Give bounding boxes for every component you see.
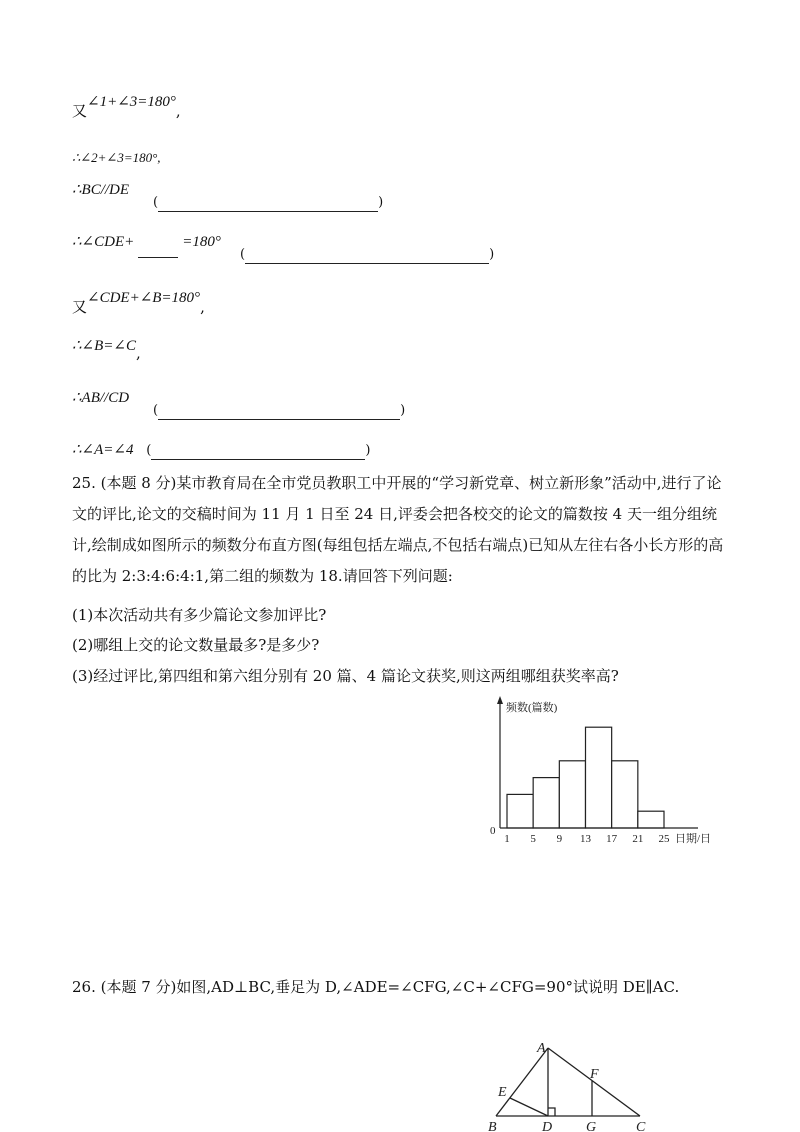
- angle-equal-statement: ∴∠B=∠C: [72, 338, 136, 354]
- question-26-text: 26. (本题 7 分)如图,AD⊥BC,垂足为 D,∠ADE=∠CFG,∠C+∠CFG=90°试说明 DE∥AC.: [72, 978, 680, 996]
- you-label: 又: [72, 102, 88, 120]
- angle-sum-expression: ∴∠CDE+: [72, 234, 135, 250]
- proof-line-4: ∴∠CDE+ =180°: [72, 232, 221, 258]
- proof-line-3: [72, 180, 129, 199]
- right-angle-mark: [548, 1108, 555, 1116]
- x-axis-label: 日期/日: [675, 833, 712, 845]
- origin-label: 0: [490, 825, 496, 837]
- label-C: C: [636, 1120, 646, 1132]
- reason-blank-8[interactable]: ( ): [146, 443, 371, 458]
- comma: ,: [200, 298, 205, 316]
- reason-blank-7[interactable]: ( ): [153, 403, 406, 418]
- answer-blank[interactable]: [158, 197, 378, 212]
- x-tick-label: 25: [658, 833, 670, 845]
- question-25-sub-3: (3)经过评比,第四组和第六组分别有 20 篇、4 篇论文获奖,则这两组哪组获奖率高?: [72, 667, 619, 685]
- reason-blank-3[interactable]: ( ): [153, 195, 384, 210]
- question-25-text: 25. (本题 8 分)某市教育局在全市党员教职工中开展的“学习新党章、树立新形象”活动中,进行了论文的评比,论文的交稿时间为 11 月 1 日至 24 日,评委会把各校交的论文的篇数按 4 天一组分组统计,绘制成如图所示的频数分布直方图(每组包括左端点,不包括右端点)已知从左往右各小长方形的高的比为 2:3:4:6:4:1,第二组的频数为 18.请回答下列问题:: [72, 474, 724, 585]
- y-axis-arrow-icon: [497, 696, 503, 704]
- frequency-histogram: [470, 694, 730, 856]
- x-tick-label: 5: [530, 833, 536, 845]
- answer-blank[interactable]: [245, 249, 489, 264]
- angle-sum-expression: ∠CDE+∠B=180°: [87, 290, 201, 306]
- angle-sum-expression: ∴∠2+∠3=180°,: [72, 150, 161, 165]
- segment-AB: [496, 1048, 548, 1116]
- answer-blank[interactable]: [151, 445, 365, 460]
- question-25-sub-2: (2)哪组上交的论文数量最多?是多少?: [72, 636, 320, 654]
- label-A: A: [537, 1041, 546, 1056]
- parallel-statement: ∴AB//CD: [72, 390, 130, 406]
- histogram-bar-4: [586, 727, 612, 828]
- histogram-bar-2: [533, 778, 559, 828]
- angle-equal-statement: ∴∠A=∠4: [72, 442, 134, 458]
- proof-line-8: [72, 440, 370, 460]
- comma: ,: [175, 102, 181, 120]
- question-25-sub-1: (1)本次活动共有多少篇论文参加评比?: [72, 606, 327, 624]
- histogram-bar-3: [559, 761, 585, 828]
- label-B: B: [488, 1120, 497, 1132]
- x-tick-label: 9: [556, 833, 563, 845]
- x-tick-label: 17: [606, 833, 618, 845]
- x-tick-label: 21: [632, 833, 644, 845]
- histogram-bar-6: [638, 811, 664, 828]
- answer-blank[interactable]: [138, 243, 178, 258]
- proof-line-2: [72, 148, 161, 166]
- angle-sum-expression: ∠1+∠3=180°: [87, 94, 176, 110]
- parallel-statement: ∴BC//DE: [72, 182, 130, 198]
- label-D: D: [542, 1120, 553, 1132]
- x-tick-label: 13: [580, 833, 591, 845]
- you-label: 又: [72, 298, 88, 316]
- reason-blank-4[interactable]: ( ): [240, 247, 495, 262]
- answer-blank[interactable]: [158, 405, 400, 420]
- geometry-figure: [480, 1036, 660, 1132]
- label-G: G: [586, 1120, 597, 1132]
- label-F: F: [590, 1067, 599, 1082]
- x-tick-label: 1: [504, 833, 510, 845]
- histogram-bar-5: [612, 761, 638, 828]
- y-axis-label: 频数(篇数): [506, 702, 558, 714]
- proof-line-6: ∴∠B=∠C,: [72, 338, 141, 362]
- proof-line-5: [72, 290, 205, 317]
- segment-AC: [548, 1048, 640, 1116]
- segment-ED: [510, 1098, 548, 1116]
- histogram-bar-1: [507, 794, 533, 828]
- proof-line-1: [72, 94, 181, 121]
- label-E: E: [498, 1085, 507, 1100]
- proof-line-7: [72, 388, 129, 407]
